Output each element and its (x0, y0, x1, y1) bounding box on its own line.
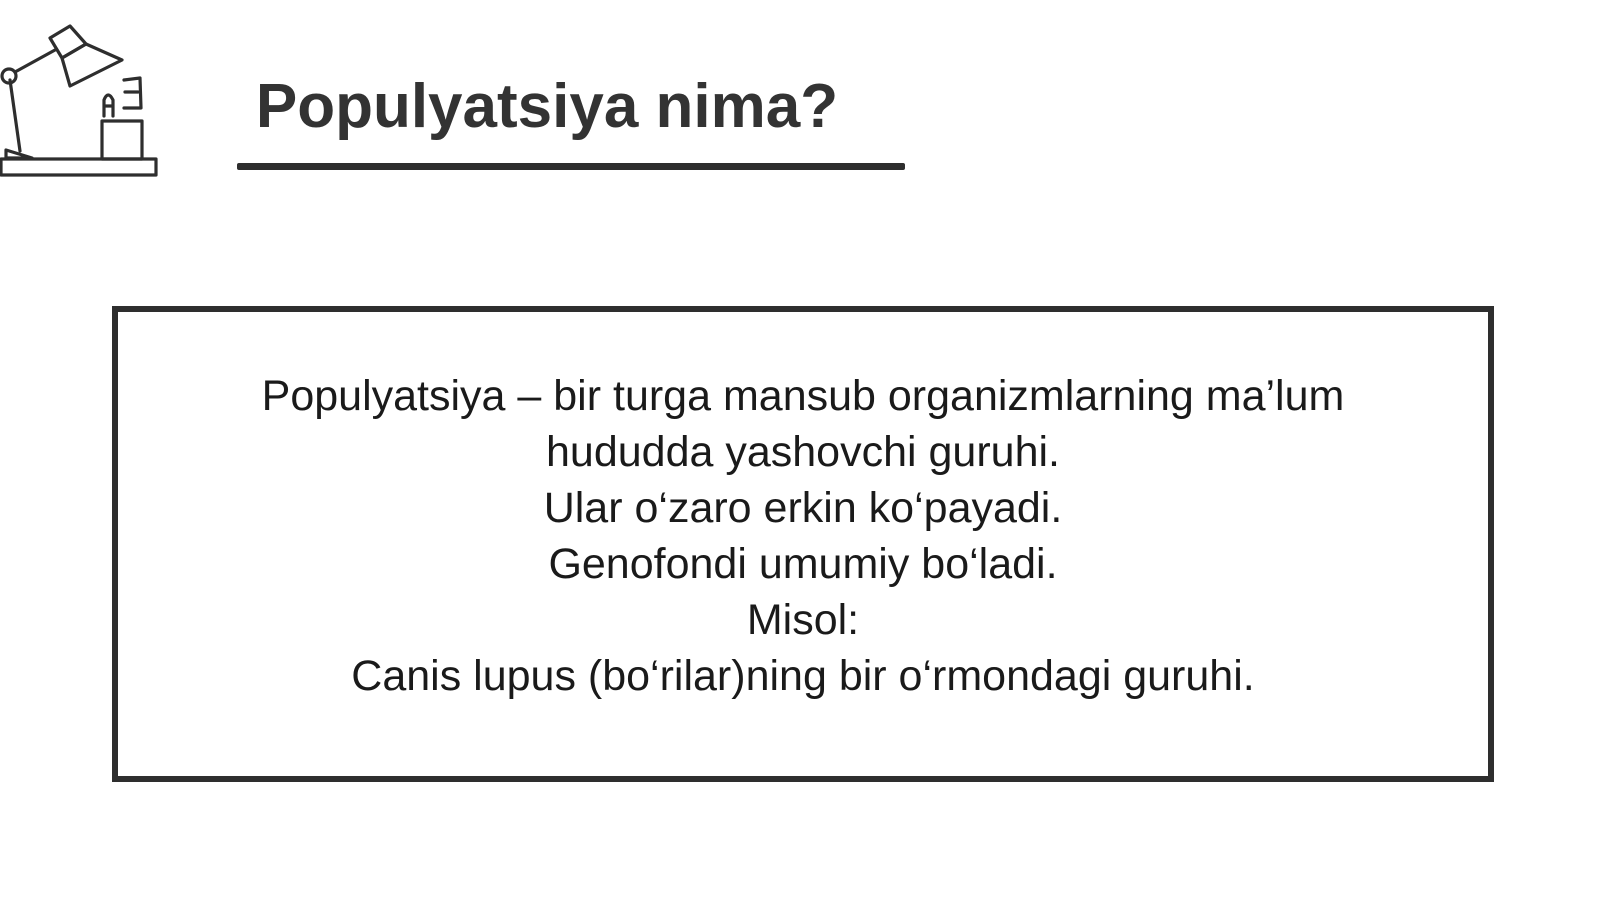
slide-title: Populyatsiya nima? (255, 72, 839, 141)
example-label: Misol: (746, 596, 860, 644)
definition-box (112, 306, 1494, 782)
definition-text (173, 368, 1433, 704)
title-underline (237, 163, 905, 170)
property-line-genepool: Genofondi umumiy bo‘ladi. (548, 540, 1058, 588)
desk-lamp-icon (0, 20, 160, 180)
definition-line: Populyatsiya – bir turga mansub organizmlarning ma’lum hududda yashovchi guruhi. (261, 372, 1345, 476)
example-line: Canis lupus (bo‘rilar)ning bir o‘rmondagi guruhi. (351, 652, 1255, 700)
property-line-reproduction: Ular o‘zaro erkin ko‘payadi. (543, 484, 1063, 532)
